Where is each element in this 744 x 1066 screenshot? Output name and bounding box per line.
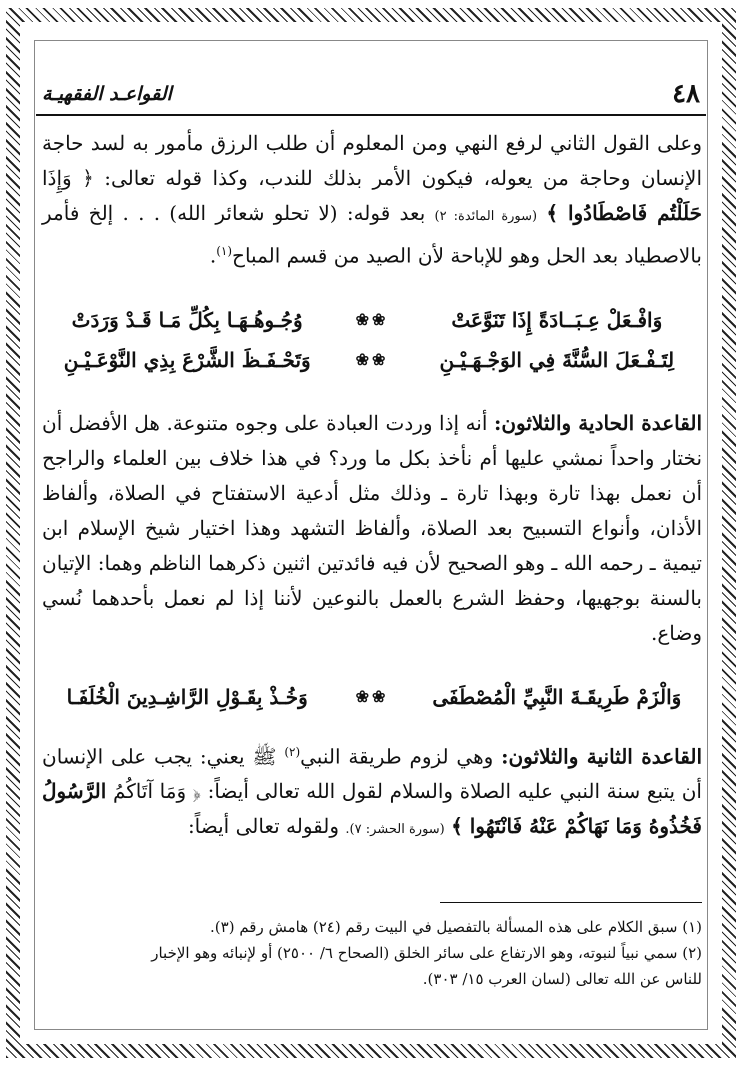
page-content [42,126,702,847]
para2-line5: شيخ الإسلام ابن تيمية ـ رحمه الله ـ وهو الصحيح لأن فيه فائدتين اثنين ذكرهما [42,515,702,575]
footnotes [42,914,702,992]
footnote-separator [440,902,702,903]
para3-line1a: وهي لزوم طريقة النبي [300,744,494,769]
running-title: القواعـد الفقهيـة [42,83,172,105]
poem1-hemistich-4: وَتَحْـفَـظَ الشَّرْعَ بِذِي النَّوْعَـيْـنِ [63,347,311,372]
paragraph-3 [42,735,702,848]
poem1-hemistich-1: وَافْـعَلْ عِـبَــادَةً إِذَا تَنَوَّعَتْ [451,307,663,332]
footnote-2-line2: للناس عن الله تعالى (لسان العرب ١٥/ ٣٠٣). [422,970,702,988]
paragraph-2 [42,406,702,651]
page-header [36,74,706,116]
para1-end: . [209,243,217,268]
verse-reference-1: (سورة المائدة: ٢) [434,209,538,224]
para2-line2: الأفضل أن نختار واحداً نمشي عليها أم نأخذ بكل ما ورد؟ في هذا خلاف بين [42,410,703,470]
poem2-hemistich-2: وَخُـذْ بِقَـوْلِ الرَّاشِـدِينَ الْخُلَفَـا [66,684,308,709]
quran-verse-1: حَلَلْتُم فَاصْطَادُوا ﴾ [546,201,703,225]
para2-line7: نعمل بأحدهما نُسي وضاع. [42,585,702,645]
poem-verse-1 [42,300,702,340]
para2-line3: العلماء والراجح أن نعمل بهذا تارة وبهذا تارة ـ وذلك مثل أدعية الاستفتاح في [42,445,702,505]
para2-line6: الناظم وهما: الإتيان بالسنة بوجهيها، وحفظ الشرع بالعمل بالنوعين لأننا إذا لم [42,550,702,610]
poem1-hemistich-2: وُجُـوهُـهَـا بِكُلِّ مَـا قَـدْ وَرَدَتْ [71,307,303,332]
flower-separator: ❀❀ [355,309,389,329]
para3-line2: الإنسان أن يتبع سنة النبي عليه الصلاة والسلام لقول الله تعالى أيضاً: ﴿ وَمَا آتَاكُمُ [42,744,702,804]
poem1-hemistich-3: لِتَـفْـعَلَ السُّنَّةَ فِي الوَجْـهَـيْـنِ [439,347,675,372]
para1-line4: بالاصطياد بعد الحل وهو للإباحة لأن الصيد من قسم المباح [232,243,702,268]
para1-line1: وعلى القول الثاني لرفع النهي ومن المعلوم أن طلب الرزق مأمور به لسد حاجة [42,131,702,155]
verse-reference-2: (سورة الحشر: ٧). [345,822,445,838]
footnote-marker-1: (١) [216,244,233,258]
salla-glyph: ﷺ [252,744,277,769]
flower-separator: ❀❀ [355,349,389,369]
para1-line2: الإنسان وحاجة من يعوله، فيكون الأمر بذلك للندب، وكذا قوله تعالى: ﴿ وَإِذَا [42,166,702,190]
paragraph-1 [42,126,702,274]
rule-32-title: القاعدة الثانية والثلاثون: [501,744,703,769]
page-number: ٤٨ [672,79,700,109]
rule-31-title: القاعدة الحادية والثلاثون: [493,410,703,435]
flower-separator: ❀❀ [355,686,389,706]
poem2-hemistich-1: وَالْزَمْ طَرِيقَـةَ النَّبِيِّ الْمُصْطَفَى [432,684,682,709]
para3-line3b: ولقوله تعالى أيضاً: [187,814,340,839]
para2-line1: أنه إذا وردت العبادة على وجوه متنوعة. هل [134,410,488,435]
para3-line1b: يعني: يجب على [110,744,245,769]
footnote-marker-2: (٢) [284,744,301,759]
footnote-1: (١) سبق الكلام على هذه المسألة بالتفصيل في البيت رقم (٢٤) هامش رقم (٣). [210,918,702,936]
poem-verse-2 [42,340,702,380]
para1-line3: بعد قوله: (لا تحلو شعائر الله) . . . إلخ فأمر [42,201,426,225]
para2-line4: الصلاة، وألفاظ الأذان، وأنواع التسبيح بعد الصلاة، وألفاظ التشهد وهذا اختيار [42,480,702,540]
quran-verse-2: الرَّسُولُ فَخُذُوهُ وَمَا نَهَاكُمْ عَنْهُ فَانْتَهُوا ﴾ [42,779,702,839]
footnote-2-line1: (٢) سمي نبياً لنبوته، وهو الارتفاع على سائر الخلق (الصحاح ٦/ ٢٥٠٠) أو لإنبائه وهو الإخبار [151,944,702,962]
poem-verse-3 [42,677,702,717]
